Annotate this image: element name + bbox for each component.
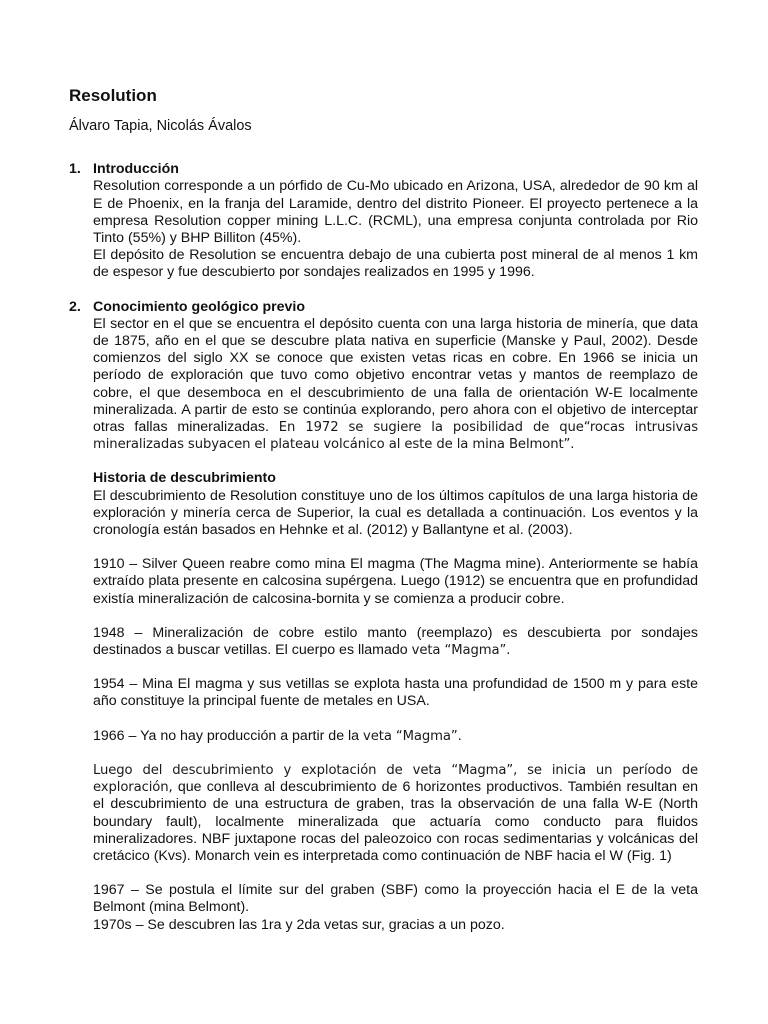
paragraph-text-alt: En 1972 se sugiere la posibilidad de que“rocas intrusivas mineralizadas subyacen el plateau volcánico al este de la mina Belmont”. xyxy=(93,420,699,453)
paragraph-text: que conlleva al descubrimiento de 6 horizontes productivos. También resultan en el descubrimiento de una estructura de graben, tras la observación de una falla W-E (North boundary fault), localmente mineralizada que actuaría como conducto para fluidos mineralizadores. NBF juxtapone rocas del paleozoico con rocas sedimentarias y volcánicas del cretácico (Kvs). Monarch vein es interpretada como continuación de NBF hacia el W (Fig. 1) xyxy=(93,779,698,864)
section-number: 1. xyxy=(69,161,81,178)
paragraph-exploracion xyxy=(93,762,698,865)
timeline-entry-1910: 1910 – Silver Queen reabre como mina El magma (The Magma mine). Anteriormente se había extraído plata presente en calcosina supérgena. Luego (1912) se encuentra que en profundidad existía mineralización de calcosina-bornita y se comienza a producir cobre. xyxy=(93,556,698,607)
paragraph-text-alt: Luego del descubrimiento y explotación de veta “Magma”, se inicia un período de exploración, xyxy=(93,762,698,796)
section-heading: Conocimiento geológico previo xyxy=(93,298,306,315)
section-conocimiento-geologico xyxy=(69,299,698,934)
entry-text-alt: veta “Magma”. xyxy=(411,643,511,659)
paragraph-text: El sector en el que se encuentra el depósito cuenta con una larga historia de minería, que data de 1875, año en el que se descubre plata nativa en superficie (Manske y Paul, 2002). Desde comienzos del siglo XX se conoce que existen vetas ricas en cobre. En 1966 se inicia un período de exploración que tuvo como objetivo encontrar vetas y mantos de reemplazo de cobre, el que desemboca en el descubrimiento de una falla de orientación W-E localmente mineralizada. A partir de esto se continúa explorando, pero ahora con el objetivo de interceptar otras fallas mineralizadas. xyxy=(93,315,698,436)
entry-text: 1966 – Ya no hay producción a partir de la xyxy=(93,727,360,744)
timeline-entry-1954: 1954 – Mina El magma y sus vetillas se explota hasta una profundidad de 1500 m y para este año constituye la principal fuente de metales en USA. xyxy=(93,676,698,710)
section-heading: Introducción xyxy=(93,161,179,178)
section-number: 2. xyxy=(69,298,81,315)
document-title: Resolution xyxy=(69,86,157,105)
subsection-heading: Historia de descubrimiento xyxy=(93,470,276,487)
paragraph: Resolution corresponde a un pórfido de Cu-Mo ubicado en Arizona, USA, alrededor de 90 km al E de Phoenix, en la franja del Laramide, dentro del distrito Pioneer. El proyecto pertenece a la empresa Resolution copper mining L.L.C. (RCML), una empresa conjunta controlada por Rio Tinto (55%) y BHP Billiton (45%). xyxy=(93,178,698,247)
document-authors: Álvaro Tapia, Nicolás Ávalos xyxy=(69,118,252,134)
section-introduccion xyxy=(69,161,698,281)
entry-text: 1948 – Mineralización de cobre estilo manto (reemplazo) es descubierta por sondajes destinados a buscar vetillas. El cuerpo es llamado xyxy=(93,624,698,659)
timeline-entry-1967: 1967 – Se postula el límite sur del graben (SBF) como la proyección hacia el E de la veta Belmont (mina Belmont). xyxy=(93,882,698,916)
paragraph: El descubrimiento de Resolution constituye uno de los últimos capítulos de una larga historia de exploración y minería cerca de Superior, la cual es detallada a continuación. Los eventos y la cronología están basados en Hehnke et al. (2012) y Ballantyne et al. (2003). xyxy=(93,487,698,539)
paragraph xyxy=(93,316,698,454)
timeline-entry-1966 xyxy=(93,728,698,745)
paragraph: El depósito de Resolution se encuentra debajo de una cubierta post mineral de al menos 1 km de espesor y fue descubierto por sondajes realizados en 1995 y 1996. xyxy=(93,247,698,281)
timeline-entry-1948 xyxy=(93,625,698,659)
timeline-entry-1970s: 1970s – Se descubren las 1ra y 2da vetas sur, gracias a un pozo. xyxy=(93,916,505,933)
entry-text-alt: veta “Magma”. xyxy=(363,728,462,744)
